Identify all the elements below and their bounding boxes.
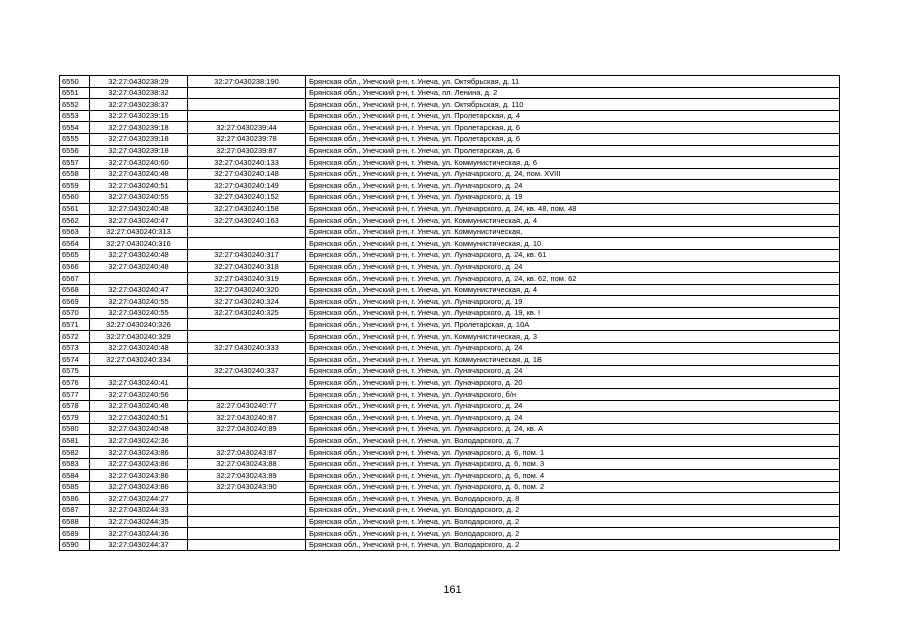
- row-number-cell: 6573: [60, 342, 90, 354]
- object-cadastral-number-cell: 32:27:0430240:319: [188, 273, 306, 285]
- row-number-cell: 6585: [60, 481, 90, 493]
- object-cadastral-number-cell: [188, 226, 306, 238]
- object-cadastral-number-cell: [188, 493, 306, 505]
- row-number-cell: 6552: [60, 99, 90, 111]
- table-row: [60, 331, 840, 343]
- object-address-cell: Брянская обл., Унечский р-н, г. Унеча, ул. Коммунистическая, д. 4: [306, 215, 840, 227]
- table-row: [60, 99, 840, 111]
- parcel-cadastral-number-cell: 32:27:0430240:313: [90, 226, 188, 238]
- object-cadastral-number-cell: [188, 354, 306, 366]
- table-row: [60, 493, 840, 505]
- object-address-cell: Брянская обл., Унечский р-н, г. Унеча, ул. Луначарского, д. 24: [306, 400, 840, 412]
- parcel-cadastral-number-cell: 32:27:0430240:51: [90, 412, 188, 424]
- object-cadastral-number-cell: [188, 331, 306, 343]
- table-row: [60, 528, 840, 540]
- object-cadastral-number-cell: 32:27:0430239:87: [188, 145, 306, 157]
- object-cadastral-number-cell: 32:27:0430240:317: [188, 249, 306, 261]
- object-address-cell: Брянская обл., Унечский р-н, г. Унеча, ул. Коммунистическая, д. 6: [306, 157, 840, 169]
- object-cadastral-number-cell: [188, 504, 306, 516]
- object-cadastral-number-cell: [188, 528, 306, 540]
- parcel-cadastral-number-cell: 32:27:0430238:32: [90, 87, 188, 99]
- object-cadastral-number-cell: 32:27:0430240:318: [188, 261, 306, 273]
- parcel-cadastral-number-cell: 32:27:0430240:316: [90, 238, 188, 250]
- row-number-cell: 6572: [60, 331, 90, 343]
- object-address-cell: Брянская обл., Унечский р-н, г. Унеча, ул. Пролетарская, д. 10А: [306, 319, 840, 331]
- parcel-cadastral-number-cell: 32:27:0430243:86: [90, 458, 188, 470]
- row-number-cell: 6558: [60, 168, 90, 180]
- row-number-cell: 6554: [60, 122, 90, 134]
- object-address-cell: Брянская обл., Унечский р-н, г. Унеча, ул. Володарского, д. 8: [306, 493, 840, 505]
- object-address-cell: Брянская обл., Унечский р-н, г. Унеча, ул. Володарского, д. 2: [306, 539, 840, 551]
- row-number-cell: 6562: [60, 215, 90, 227]
- object-address-cell: Брянская обл., Унечский р-н, г. Унеча, ул. Володарского, д. 2: [306, 516, 840, 528]
- table-row: [60, 203, 840, 215]
- parcel-cadastral-number-cell: 32:27:0430239:18: [90, 133, 188, 145]
- object-address-cell: Брянская обл., Унечский р-н, г. Унеча, ул. Луначарского, д. 20: [306, 377, 840, 389]
- parcel-cadastral-number-cell: 32:27:0430240:41: [90, 377, 188, 389]
- table-row: [60, 458, 840, 470]
- table-row: [60, 389, 840, 401]
- row-number-cell: 6564: [60, 238, 90, 250]
- object-address-cell: Брянская обл., Унечский р-н, г. Унеча, ул. Луначарского, д. 24: [306, 365, 840, 377]
- property-registry-table: [59, 75, 840, 551]
- parcel-cadastral-number-cell: 32:27:0430238:37: [90, 99, 188, 111]
- parcel-cadastral-number-cell: 32:27:0430244:35: [90, 516, 188, 528]
- table-row: [60, 354, 840, 366]
- row-number-cell: 6550: [60, 76, 90, 88]
- object-address-cell: Брянская обл., Унечский р-н, г. Унеча, ул. Пролетарская, д. 4: [306, 110, 840, 122]
- parcel-cadastral-number-cell: 32:27:0430242:36: [90, 435, 188, 447]
- row-number-cell: 6569: [60, 296, 90, 308]
- row-number-cell: 6561: [60, 203, 90, 215]
- object-cadastral-number-cell: [188, 238, 306, 250]
- object-address-cell: Брянская обл., Унечский р-н, г. Унеча, ул. Пролетарская, д. 6: [306, 133, 840, 145]
- object-address-cell: Брянская обл., Унечский р-н, г. Унеча, ул. Луначарского, д. 19: [306, 296, 840, 308]
- object-address-cell: Брянская обл., Унечский р-н, г. Унеча, ул. Луначарского, д. 24: [306, 412, 840, 424]
- parcel-cadastral-number-cell: 32:27:0430239:15: [90, 110, 188, 122]
- object-cadastral-number-cell: [188, 110, 306, 122]
- object-address-cell: Брянская обл., Унечский р-н, г. Унеча, ул. Коммунистическая, д. 4: [306, 284, 840, 296]
- parcel-cadastral-number-cell: 32:27:0430243:86: [90, 447, 188, 459]
- object-address-cell: Брянская обл., Унечский р-н, г. Унеча, ул. Коммунистическая, д. 10: [306, 238, 840, 250]
- table-row: [60, 423, 840, 435]
- table-row: [60, 435, 840, 447]
- table-row: [60, 412, 840, 424]
- table-row: [60, 377, 840, 389]
- table-row: [60, 447, 840, 459]
- table-row: [60, 157, 840, 169]
- object-cadastral-number-cell: 32:27:0430240:87: [188, 412, 306, 424]
- table-row: [60, 168, 840, 180]
- row-number-cell: 6568: [60, 284, 90, 296]
- object-address-cell: Брянская обл., Унечский р-н, г. Унеча, ул. Володарского, д. 2: [306, 528, 840, 540]
- table-row: [60, 400, 840, 412]
- table-row: [60, 470, 840, 482]
- table-row: [60, 481, 840, 493]
- object-cadastral-number-cell: 32:27:0430243:87: [188, 447, 306, 459]
- object-cadastral-number-cell: 32:27:0430239:78: [188, 133, 306, 145]
- parcel-cadastral-number-cell: [90, 273, 188, 285]
- table-row: [60, 87, 840, 99]
- parcel-cadastral-number-cell: 32:27:0430240:334: [90, 354, 188, 366]
- row-number-cell: 6583: [60, 458, 90, 470]
- parcel-cadastral-number-cell: 32:27:0430240:329: [90, 331, 188, 343]
- object-address-cell: Брянская обл., Унечский р-н, г. Унеча, ул. Луначарского, д. 24, кв. 62, пом. 62: [306, 273, 840, 285]
- row-number-cell: 6563: [60, 226, 90, 238]
- object-cadastral-number-cell: 32:27:0430240:152: [188, 191, 306, 203]
- row-number-cell: 6582: [60, 447, 90, 459]
- object-cadastral-number-cell: 32:27:0430240:158: [188, 203, 306, 215]
- object-cadastral-number-cell: 32:27:0430240:149: [188, 180, 306, 192]
- table-row: [60, 215, 840, 227]
- row-number-cell: 6559: [60, 180, 90, 192]
- row-number-cell: 6555: [60, 133, 90, 145]
- parcel-cadastral-number-cell: 32:27:0430240:55: [90, 296, 188, 308]
- object-address-cell: Брянская обл., Унечский р-н, г. Унеча, ул. Коммунистическая, д. 3: [306, 331, 840, 343]
- object-address-cell: Брянская обл., Унечский р-н, г. Унеча, ул. Луначарского, б/н: [306, 389, 840, 401]
- table-row: [60, 76, 840, 88]
- object-cadastral-number-cell: [188, 389, 306, 401]
- row-number-cell: 6580: [60, 423, 90, 435]
- parcel-cadastral-number-cell: 32:27:0430240:60: [90, 157, 188, 169]
- object-cadastral-number-cell: [188, 539, 306, 551]
- parcel-cadastral-number-cell: 32:27:0430244:37: [90, 539, 188, 551]
- table-row: [60, 180, 840, 192]
- table-row: [60, 191, 840, 203]
- page-number: 161: [443, 584, 462, 596]
- table-row: [60, 273, 840, 285]
- object-address-cell: Брянская обл., Унечский р-н, г. Унеча, ул. Луначарского, д. 24, кв. 61: [306, 249, 840, 261]
- table-row: [60, 261, 840, 273]
- parcel-cadastral-number-cell: 32:27:0430240:48: [90, 423, 188, 435]
- table-row: [60, 319, 840, 331]
- object-address-cell: Брянская обл., Унечский р-н, г. Унеча, ул. Володарского, д. 7: [306, 435, 840, 447]
- row-number-cell: 6578: [60, 400, 90, 412]
- table-row: [60, 238, 840, 250]
- object-address-cell: Брянская обл., Унечский р-н, г. Унеча, ул. Луначарского, д. 19, кв. I: [306, 307, 840, 319]
- table-row: [60, 516, 840, 528]
- table-row: [60, 296, 840, 308]
- parcel-cadastral-number-cell: 32:27:0430243:86: [90, 481, 188, 493]
- object-cadastral-number-cell: 32:27:0430239:44: [188, 122, 306, 134]
- object-cadastral-number-cell: 32:27:0430240:148: [188, 168, 306, 180]
- parcel-cadastral-number-cell: 32:27:0430240:326: [90, 319, 188, 331]
- row-number-cell: 6567: [60, 273, 90, 285]
- object-address-cell: Брянская обл., Унечский р-н, г. Унеча, ул. Луначарского, д. 24, кв. 48, пом. 48: [306, 203, 840, 215]
- parcel-cadastral-number-cell: 32:27:0430244:33: [90, 504, 188, 516]
- object-cadastral-number-cell: 32:27:0430240:77: [188, 400, 306, 412]
- object-address-cell: Брянская обл., Унечский р-н, г. Унеча, ул. Луначарского, д. 24, пом. XVIII: [306, 168, 840, 180]
- table-row: [60, 110, 840, 122]
- object-cadastral-number-cell: 32:27:0430240:333: [188, 342, 306, 354]
- row-number-cell: 6570: [60, 307, 90, 319]
- object-cadastral-number-cell: [188, 516, 306, 528]
- object-address-cell: Брянская обл., Унечский р-н, г. Унеча, ул. Пролетарская, д. 6: [306, 122, 840, 134]
- object-address-cell: Брянская обл., Унечский р-н, г. Унеча, ул. Октябрьская, д. 11: [306, 76, 840, 88]
- object-address-cell: Брянская обл., Унечский р-н, г. Унеча, ул. Луначарского, д. 19: [306, 191, 840, 203]
- row-number-cell: 6551: [60, 87, 90, 99]
- row-number-cell: 6584: [60, 470, 90, 482]
- object-cadastral-number-cell: 32:27:0430240:337: [188, 365, 306, 377]
- parcel-cadastral-number-cell: 32:27:0430240:48: [90, 168, 188, 180]
- parcel-cadastral-number-cell: 32:27:0430244:36: [90, 528, 188, 540]
- parcel-cadastral-number-cell: 32:27:0430240:56: [90, 389, 188, 401]
- object-address-cell: Брянская обл., Унечский р-н, г. Унеча, ул. Луначарского, д. 24: [306, 342, 840, 354]
- row-number-cell: 6586: [60, 493, 90, 505]
- parcel-cadastral-number-cell: 32:27:0430239:18: [90, 145, 188, 157]
- object-cadastral-number-cell: [188, 377, 306, 389]
- parcel-cadastral-number-cell: 32:27:0430243:86: [90, 470, 188, 482]
- table-row: [60, 307, 840, 319]
- row-number-cell: 6571: [60, 319, 90, 331]
- row-number-cell: 6590: [60, 539, 90, 551]
- parcel-cadastral-number-cell: 32:27:0430240:48: [90, 203, 188, 215]
- object-address-cell: Брянская обл., Унечский р-н, г. Унеча, пл. Ленина, д. 2: [306, 87, 840, 99]
- object-address-cell: Брянская обл., Унечский р-н, г. Унеча, ул. Октябрьская, д. 110: [306, 99, 840, 111]
- object-cadastral-number-cell: 32:27:0430240:89: [188, 423, 306, 435]
- object-address-cell: Брянская обл., Унечский р-н, г. Унеча, ул. Луначарского, д. 6, пом. 2: [306, 481, 840, 493]
- object-cadastral-number-cell: 32:27:0430243:90: [188, 481, 306, 493]
- row-number-cell: 6556: [60, 145, 90, 157]
- parcel-cadastral-number-cell: 32:27:0430240:51: [90, 180, 188, 192]
- parcel-cadastral-number-cell: 32:27:0430240:47: [90, 284, 188, 296]
- object-address-cell: Брянская обл., Унечский р-н, г. Унеча, ул. Коммунистическая, д. 1В: [306, 354, 840, 366]
- table-row: [60, 342, 840, 354]
- row-number-cell: 6579: [60, 412, 90, 424]
- object-address-cell: Брянская обл., Унечский р-н, г. Унеча, ул. Луначарского, д. 6, пом. 1: [306, 447, 840, 459]
- object-cadastral-number-cell: 32:27:0430240:325: [188, 307, 306, 319]
- table-row: [60, 145, 840, 157]
- row-number-cell: 6574: [60, 354, 90, 366]
- object-cadastral-number-cell: 32:27:0430240:163: [188, 215, 306, 227]
- parcel-cadastral-number-cell: 32:27:0430239:18: [90, 122, 188, 134]
- parcel-cadastral-number-cell: 32:27:0430240:48: [90, 400, 188, 412]
- parcel-cadastral-number-cell: 32:27:0430240:48: [90, 249, 188, 261]
- registry-table-body: [60, 76, 840, 551]
- row-number-cell: 6576: [60, 377, 90, 389]
- table-row: [60, 122, 840, 134]
- table-row: [60, 539, 840, 551]
- parcel-cadastral-number-cell: 32:27:0430240:48: [90, 261, 188, 273]
- object-address-cell: Брянская обл., Унечский р-н, г. Унеча, ул. Луначарского, д. 24: [306, 261, 840, 273]
- object-cadastral-number-cell: 32:27:0430243:89: [188, 470, 306, 482]
- parcel-cadastral-number-cell: 32:27:0430240:47: [90, 215, 188, 227]
- row-number-cell: 6587: [60, 504, 90, 516]
- object-cadastral-number-cell: [188, 99, 306, 111]
- object-address-cell: Брянская обл., Унечский р-н, г. Унеча, ул. Пролетарская, д. 6: [306, 145, 840, 157]
- object-address-cell: Брянская обл., Унечский р-н, г. Унеча, ул. Луначарского, д. 24, кв. А: [306, 423, 840, 435]
- row-number-cell: 6575: [60, 365, 90, 377]
- table-row: [60, 284, 840, 296]
- row-number-cell: 6553: [60, 110, 90, 122]
- table-row: [60, 504, 840, 516]
- object-address-cell: Брянская обл., Унечский р-н, г. Унеча, ул. Луначарского, д. 6, пом. 4: [306, 470, 840, 482]
- object-cadastral-number-cell: 32:27:0430238:190: [188, 76, 306, 88]
- row-number-cell: 6577: [60, 389, 90, 401]
- object-address-cell: Брянская обл., Унечский р-н, г. Унеча, ул. Луначарского, д. 24: [306, 180, 840, 192]
- object-address-cell: Брянская обл., Унечский р-н, г. Унеча, ул. Коммунистическая,: [306, 226, 840, 238]
- table-row: [60, 365, 840, 377]
- table-row: [60, 226, 840, 238]
- object-cadastral-number-cell: 32:27:0430240:320: [188, 284, 306, 296]
- parcel-cadastral-number-cell: 32:27:0430240:55: [90, 307, 188, 319]
- row-number-cell: 6589: [60, 528, 90, 540]
- row-number-cell: 6560: [60, 191, 90, 203]
- parcel-cadastral-number-cell: 32:27:0430238:29: [90, 76, 188, 88]
- row-number-cell: 6588: [60, 516, 90, 528]
- object-cadastral-number-cell: 32:27:0430243:88: [188, 458, 306, 470]
- parcel-cadastral-number-cell: 32:27:0430240:55: [90, 191, 188, 203]
- parcel-cadastral-number-cell: 32:27:0430244:27: [90, 493, 188, 505]
- row-number-cell: 6566: [60, 261, 90, 273]
- object-address-cell: Брянская обл., Унечский р-н, г. Унеча, ул. Луначарского, д. 6, пом. 3: [306, 458, 840, 470]
- object-cadastral-number-cell: [188, 319, 306, 331]
- parcel-cadastral-number-cell: 32:27:0430240:48: [90, 342, 188, 354]
- object-cadastral-number-cell: [188, 87, 306, 99]
- row-number-cell: 6581: [60, 435, 90, 447]
- row-number-cell: 6557: [60, 157, 90, 169]
- parcel-cadastral-number-cell: [90, 365, 188, 377]
- table-row: [60, 249, 840, 261]
- object-cadastral-number-cell: [188, 435, 306, 447]
- object-cadastral-number-cell: 32:27:0430240:324: [188, 296, 306, 308]
- object-cadastral-number-cell: 32:27:0430240:133: [188, 157, 306, 169]
- object-address-cell: Брянская обл., Унечский р-н, г. Унеча, ул. Володарского, д. 2: [306, 504, 840, 516]
- row-number-cell: 6565: [60, 249, 90, 261]
- table-row: [60, 133, 840, 145]
